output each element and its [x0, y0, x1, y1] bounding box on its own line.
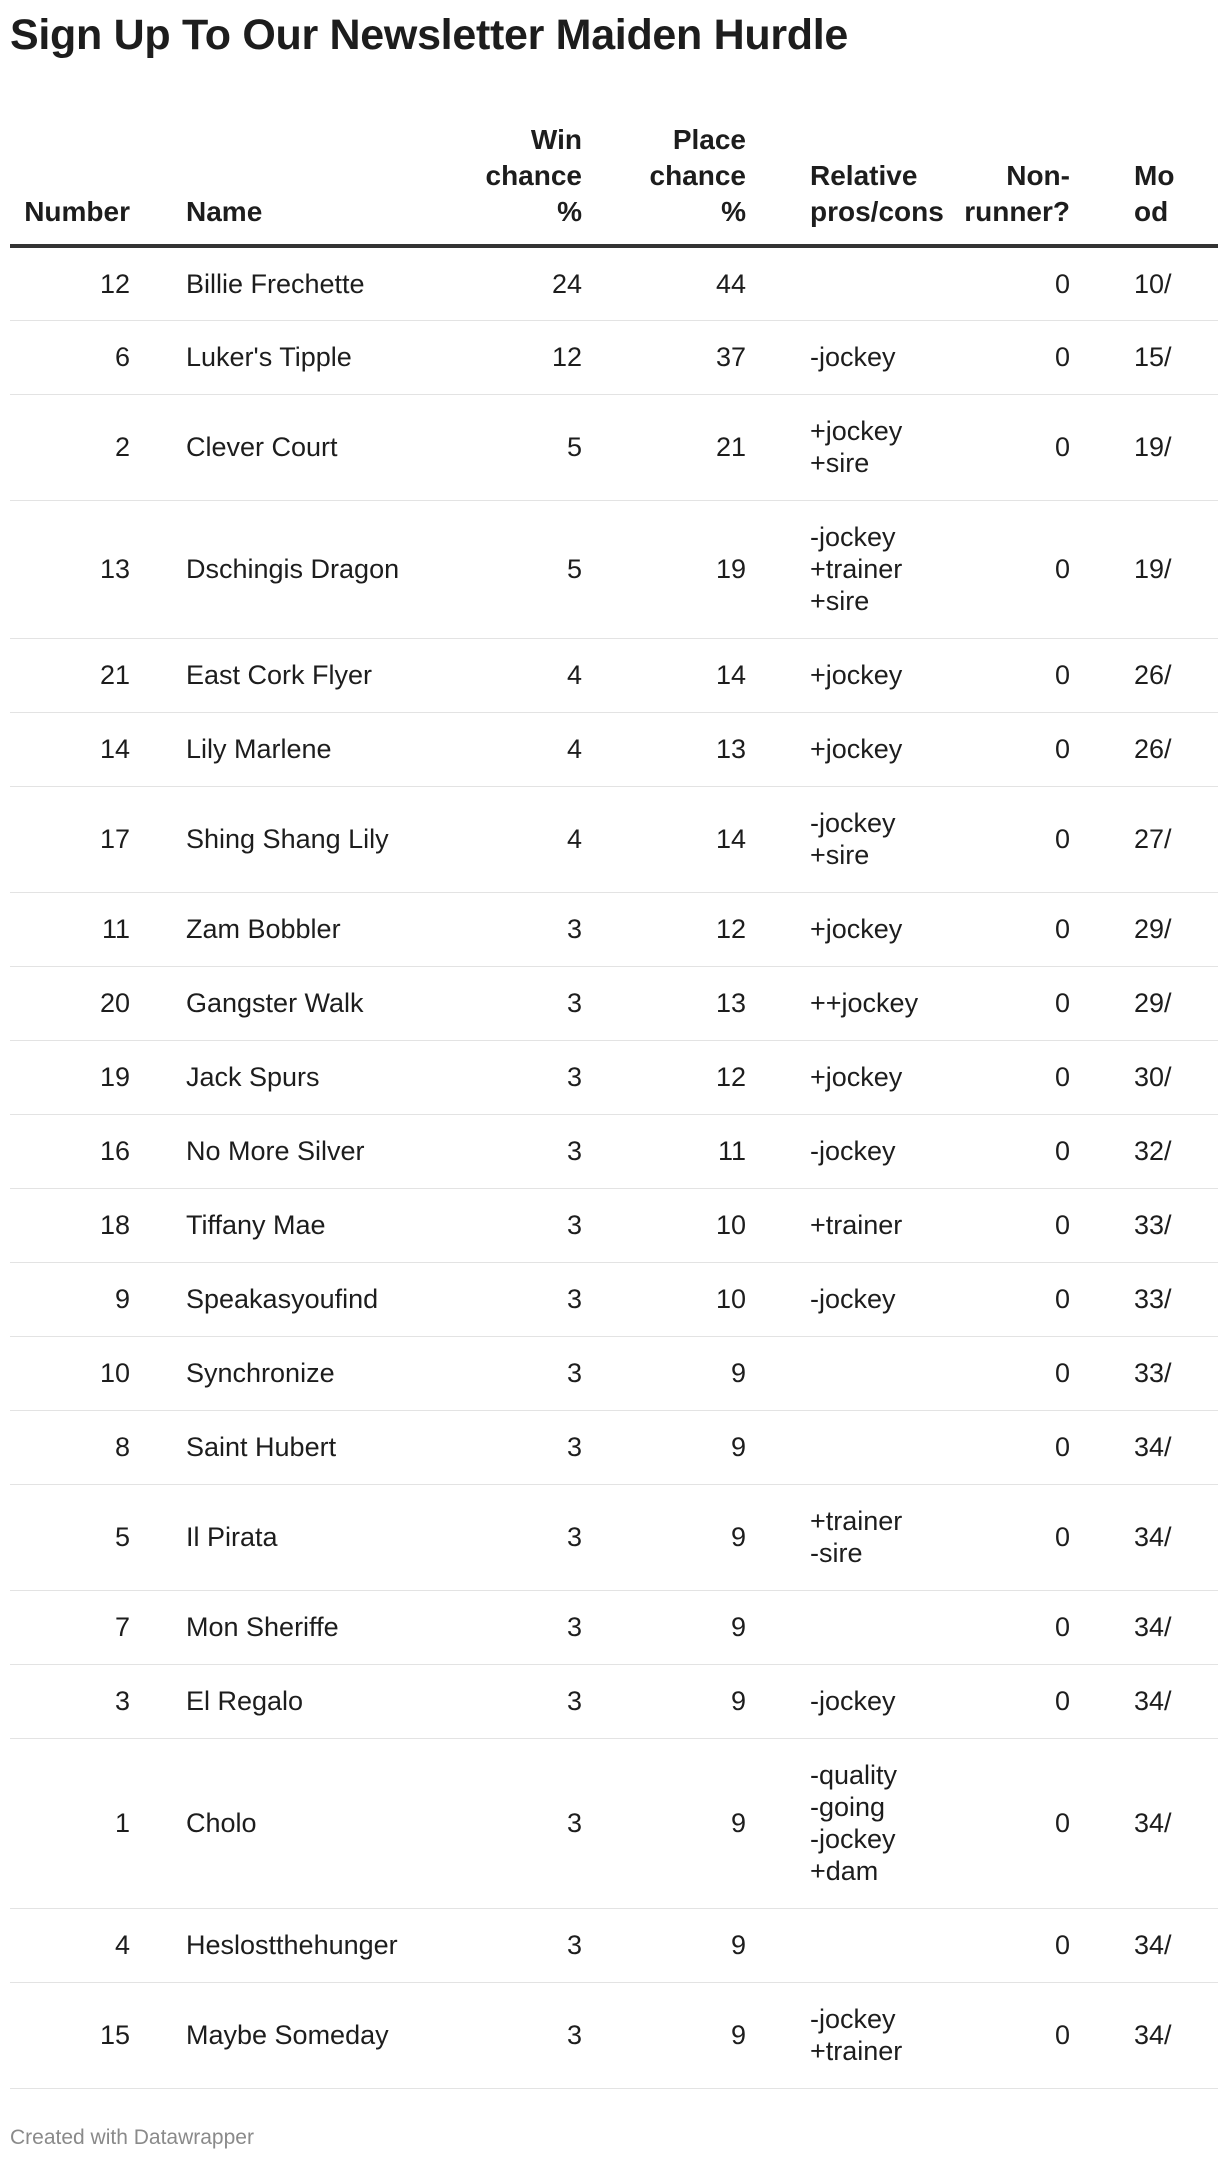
relative-item: -jockey: [810, 1686, 896, 1716]
table-row: [10, 786, 1218, 892]
cell-win-chance: 3: [458, 1410, 582, 1484]
cell-name: Gangster Walk: [186, 966, 458, 1040]
cell-non-runner: 0: [926, 1590, 1070, 1664]
cell-relative: [746, 1336, 926, 1410]
table-row: [10, 892, 1218, 966]
runners-table: [10, 112, 1218, 2089]
cell-place-chance: 13: [582, 966, 746, 1040]
cell-odds: 34/: [1070, 1908, 1218, 1982]
cell-name: Tiffany Mae: [186, 1188, 458, 1262]
cell-number: 13: [10, 500, 186, 638]
relative-item: +jockey: [810, 734, 903, 764]
cell-number: 16: [10, 1114, 186, 1188]
cell-name: El Regalo: [186, 1664, 458, 1738]
relative-item: +trainer: [810, 554, 903, 584]
cell-name: Heslostthehunger: [186, 1908, 458, 1982]
cell-win-chance: 3: [458, 1484, 582, 1590]
cell-number: 21: [10, 638, 186, 712]
table-row: [10, 1590, 1218, 1664]
cell-relative: [746, 500, 926, 638]
cell-place-chance: 9: [582, 1336, 746, 1410]
cell-non-runner: 0: [926, 1040, 1070, 1114]
cell-odds: 34/: [1070, 1664, 1218, 1738]
cell-relative: [746, 1114, 926, 1188]
cell-win-chance: 3: [458, 1590, 582, 1664]
header-win-line: %: [557, 196, 582, 227]
cell-place-chance: 9: [582, 1982, 746, 2088]
cell-non-runner: 0: [926, 712, 1070, 786]
cell-place-chance: 9: [582, 1410, 746, 1484]
cell-place-chance: 9: [582, 1590, 746, 1664]
cell-number: 6: [10, 320, 186, 394]
relative-item: +sire: [810, 840, 870, 870]
cell-place-chance: 19: [582, 500, 746, 638]
table-row: [10, 1738, 1218, 1908]
cell-win-chance: 3: [458, 1738, 582, 1908]
cell-place-chance: 9: [582, 1484, 746, 1590]
relative-item: +jockey: [810, 914, 903, 944]
cell-name: Shing Shang Lily: [186, 786, 458, 892]
cell-win-chance: 3: [458, 966, 582, 1040]
cell-odds: 29/: [1070, 966, 1218, 1040]
cell-win-chance: 3: [458, 1982, 582, 2088]
cell-number: 5: [10, 1484, 186, 1590]
relative-item: -jockey: [810, 2004, 896, 2034]
cell-name: Il Pirata: [186, 1484, 458, 1590]
cell-win-chance: 12: [458, 320, 582, 394]
relative-item: -jockey: [810, 1136, 896, 1166]
header-nonrunner-line: Non-: [1006, 160, 1070, 191]
cell-relative: [746, 712, 926, 786]
relative-item: -jockey: [810, 1284, 896, 1314]
cell-name: Maybe Someday: [186, 1982, 458, 2088]
cell-relative: [746, 394, 926, 500]
cell-place-chance: 9: [582, 1738, 746, 1908]
table-row: [10, 1484, 1218, 1590]
cell-win-chance: 3: [458, 1114, 582, 1188]
table-row: [10, 1114, 1218, 1188]
cell-odds: 26/: [1070, 638, 1218, 712]
cell-relative: [746, 966, 926, 1040]
column-header-number[interactable]: [10, 112, 186, 246]
cell-win-chance: 4: [458, 638, 582, 712]
cell-win-chance: 5: [458, 394, 582, 500]
cell-odds: 27/: [1070, 786, 1218, 892]
cell-name: Synchronize: [186, 1336, 458, 1410]
cell-name: East Cork Flyer: [186, 638, 458, 712]
cell-odds: 32/: [1070, 1114, 1218, 1188]
cell-odds: 33/: [1070, 1188, 1218, 1262]
header-win-line: chance: [485, 160, 582, 191]
cell-win-chance: 3: [458, 1336, 582, 1410]
cell-odds: 19/: [1070, 500, 1218, 638]
table-row: [10, 1908, 1218, 1982]
cell-place-chance: 11: [582, 1114, 746, 1188]
relative-item: -jockey: [810, 522, 896, 552]
column-header-non-runner[interactable]: [926, 112, 1070, 246]
relative-item: -jockey: [810, 342, 896, 372]
relative-item: +sire: [810, 586, 870, 616]
relative-item: +sire: [810, 448, 870, 478]
relative-item: -going: [810, 1792, 886, 1822]
cell-odds: 34/: [1070, 1982, 1218, 2088]
cell-win-chance: 3: [458, 1908, 582, 1982]
cell-non-runner: 0: [926, 1410, 1070, 1484]
cell-win-chance: 3: [458, 1040, 582, 1114]
table-row: [10, 638, 1218, 712]
cell-relative: [746, 892, 926, 966]
cell-number: 1: [10, 1738, 186, 1908]
cell-non-runner: 0: [926, 638, 1070, 712]
cell-non-runner: 0: [926, 892, 1070, 966]
cell-non-runner: 0: [926, 1908, 1070, 1982]
cell-number: 11: [10, 892, 186, 966]
cell-win-chance: 3: [458, 1262, 582, 1336]
header-relative-line: pros/cons: [810, 196, 944, 227]
cell-odds: 29/: [1070, 892, 1218, 966]
relative-item: ++jockey: [810, 988, 919, 1018]
cell-place-chance: 44: [582, 246, 746, 320]
cell-name: Cholo: [186, 1738, 458, 1908]
cell-win-chance: 3: [458, 1188, 582, 1262]
cell-number: 15: [10, 1982, 186, 2088]
cell-name: No More Silver: [186, 1114, 458, 1188]
cell-odds: 34/: [1070, 1484, 1218, 1590]
table-row: [10, 1410, 1218, 1484]
relative-item: +jockey: [810, 660, 903, 690]
relative-item: +trainer: [810, 1506, 903, 1536]
header-place-line: chance: [649, 160, 746, 191]
cell-place-chance: 10: [582, 1262, 746, 1336]
cell-relative: [746, 1590, 926, 1664]
cell-non-runner: 0: [926, 320, 1070, 394]
cell-place-chance: 21: [582, 394, 746, 500]
cell-place-chance: 13: [582, 712, 746, 786]
table-row: [10, 712, 1218, 786]
cell-odds: 26/: [1070, 712, 1218, 786]
cell-odds: 33/: [1070, 1336, 1218, 1410]
cell-non-runner: 0: [926, 786, 1070, 892]
table-row: [10, 1262, 1218, 1336]
cell-relative: [746, 638, 926, 712]
cell-non-runner: 0: [926, 1262, 1070, 1336]
table-row: [10, 246, 1218, 320]
cell-place-chance: 10: [582, 1188, 746, 1262]
cell-number: 14: [10, 712, 186, 786]
header-relative-line: Relative: [810, 160, 918, 191]
cell-non-runner: 0: [926, 1114, 1070, 1188]
header-odds-line: Mo: [1134, 160, 1175, 191]
cell-relative: [746, 1262, 926, 1336]
cell-non-runner: 0: [926, 1336, 1070, 1410]
cell-non-runner: 0: [926, 966, 1070, 1040]
cell-number: 4: [10, 1908, 186, 1982]
cell-relative: [746, 1738, 926, 1908]
table-row: [10, 1188, 1218, 1262]
column-header-odds[interactable]: [1070, 112, 1218, 246]
cell-relative: [746, 786, 926, 892]
header-number-label: Number: [24, 196, 130, 227]
cell-odds: 34/: [1070, 1410, 1218, 1484]
header-place-line: Place: [672, 124, 746, 155]
header-odds-line: od: [1134, 196, 1169, 227]
data-table-container[interactable]: [10, 112, 1218, 2089]
cell-name: Dschingis Dragon: [186, 500, 458, 638]
cell-number: 19: [10, 1040, 186, 1114]
cell-odds: 15/: [1070, 320, 1218, 394]
header-nonrunner-line: runner?: [964, 196, 1070, 227]
cell-non-runner: 0: [926, 394, 1070, 500]
table-body: [10, 246, 1218, 2088]
table-row: [10, 1664, 1218, 1738]
cell-win-chance: 3: [458, 892, 582, 966]
cell-non-runner: 0: [926, 1738, 1070, 1908]
relative-item: +dam: [810, 1856, 879, 1886]
cell-non-runner: 0: [926, 1484, 1070, 1590]
cell-place-chance: 9: [582, 1664, 746, 1738]
column-header-relative[interactable]: [746, 112, 944, 246]
relative-item: -jockey: [810, 808, 896, 838]
cell-name: Clever Court: [186, 394, 458, 500]
cell-name: Zam Bobbler: [186, 892, 458, 966]
header-name-label: Name: [186, 196, 263, 227]
column-header-place-chance[interactable]: [582, 112, 746, 246]
cell-win-chance: 24: [458, 246, 582, 320]
cell-relative: [746, 1664, 926, 1738]
cell-non-runner: 0: [926, 1982, 1070, 2088]
cell-odds: 30/: [1070, 1040, 1218, 1114]
cell-relative: [746, 320, 926, 394]
cell-non-runner: 0: [926, 1664, 1070, 1738]
cell-odds: 34/: [1070, 1738, 1218, 1908]
relative-item: -sire: [810, 1538, 863, 1568]
cell-place-chance: 12: [582, 892, 746, 966]
cell-number: 18: [10, 1188, 186, 1262]
table-row: [10, 320, 1218, 394]
cell-name: Mon Sheriffe: [186, 1590, 458, 1664]
cell-number: 3: [10, 1664, 186, 1738]
table-row: [10, 1336, 1218, 1410]
cell-non-runner: 0: [926, 500, 1070, 638]
cell-place-chance: 12: [582, 1040, 746, 1114]
cell-non-runner: 0: [926, 246, 1070, 320]
table-title: Sign Up To Our Newsletter Maiden Hurdle: [10, 11, 849, 59]
cell-relative: [746, 1188, 926, 1262]
relative-item: +trainer: [810, 1210, 903, 1240]
cell-name: Speakasyoufind: [186, 1262, 458, 1336]
table-row: [10, 394, 1218, 500]
cell-number: 20: [10, 966, 186, 1040]
cell-win-chance: 5: [458, 500, 582, 638]
table-row: [10, 500, 1218, 638]
table-row: [10, 966, 1218, 1040]
cell-number: 17: [10, 786, 186, 892]
cell-name: Lily Marlene: [186, 712, 458, 786]
cell-place-chance: 37: [582, 320, 746, 394]
cell-win-chance: 4: [458, 786, 582, 892]
cell-place-chance: 14: [582, 638, 746, 712]
cell-number: 10: [10, 1336, 186, 1410]
header-win-line: Win: [530, 124, 582, 155]
cell-relative: [746, 1484, 926, 1590]
cell-number: 8: [10, 1410, 186, 1484]
cell-name: Luker's Tipple: [186, 320, 458, 394]
cell-win-chance: 3: [458, 1664, 582, 1738]
relative-item: -quality: [810, 1760, 898, 1790]
header-row: [10, 112, 1218, 246]
header-place-line: %: [721, 196, 746, 227]
relative-item: +jockey: [810, 416, 903, 446]
table-row: [10, 1982, 1218, 2088]
cell-name: Jack Spurs: [186, 1040, 458, 1114]
cell-odds: 10/: [1070, 246, 1218, 320]
relative-item: +jockey: [810, 1062, 903, 1092]
cell-relative: [746, 1982, 926, 2088]
cell-odds: 34/: [1070, 1590, 1218, 1664]
cell-number: 9: [10, 1262, 186, 1336]
cell-relative: [746, 246, 926, 320]
cell-win-chance: 4: [458, 712, 582, 786]
cell-place-chance: 14: [582, 786, 746, 892]
cell-name: Billie Frechette: [186, 246, 458, 320]
relative-item: +trainer: [810, 2036, 903, 2066]
cell-number: 2: [10, 394, 186, 500]
cell-relative: [746, 1410, 926, 1484]
cell-relative: [746, 1908, 926, 1982]
cell-odds: 19/: [1070, 394, 1218, 500]
table-row: [10, 1040, 1218, 1114]
column-header-win-chance[interactable]: [458, 112, 582, 246]
cell-non-runner: 0: [926, 1188, 1070, 1262]
cell-number: 7: [10, 1590, 186, 1664]
footer-credit[interactable]: Created with Datawrapper: [10, 2126, 254, 2149]
cell-relative: [746, 1040, 926, 1114]
cell-place-chance: 9: [582, 1908, 746, 1982]
cell-name: Saint Hubert: [186, 1410, 458, 1484]
relative-item: -jockey: [810, 1824, 896, 1854]
cell-number: 12: [10, 246, 186, 320]
column-header-name[interactable]: [186, 112, 458, 246]
cell-odds: 33/: [1070, 1262, 1218, 1336]
